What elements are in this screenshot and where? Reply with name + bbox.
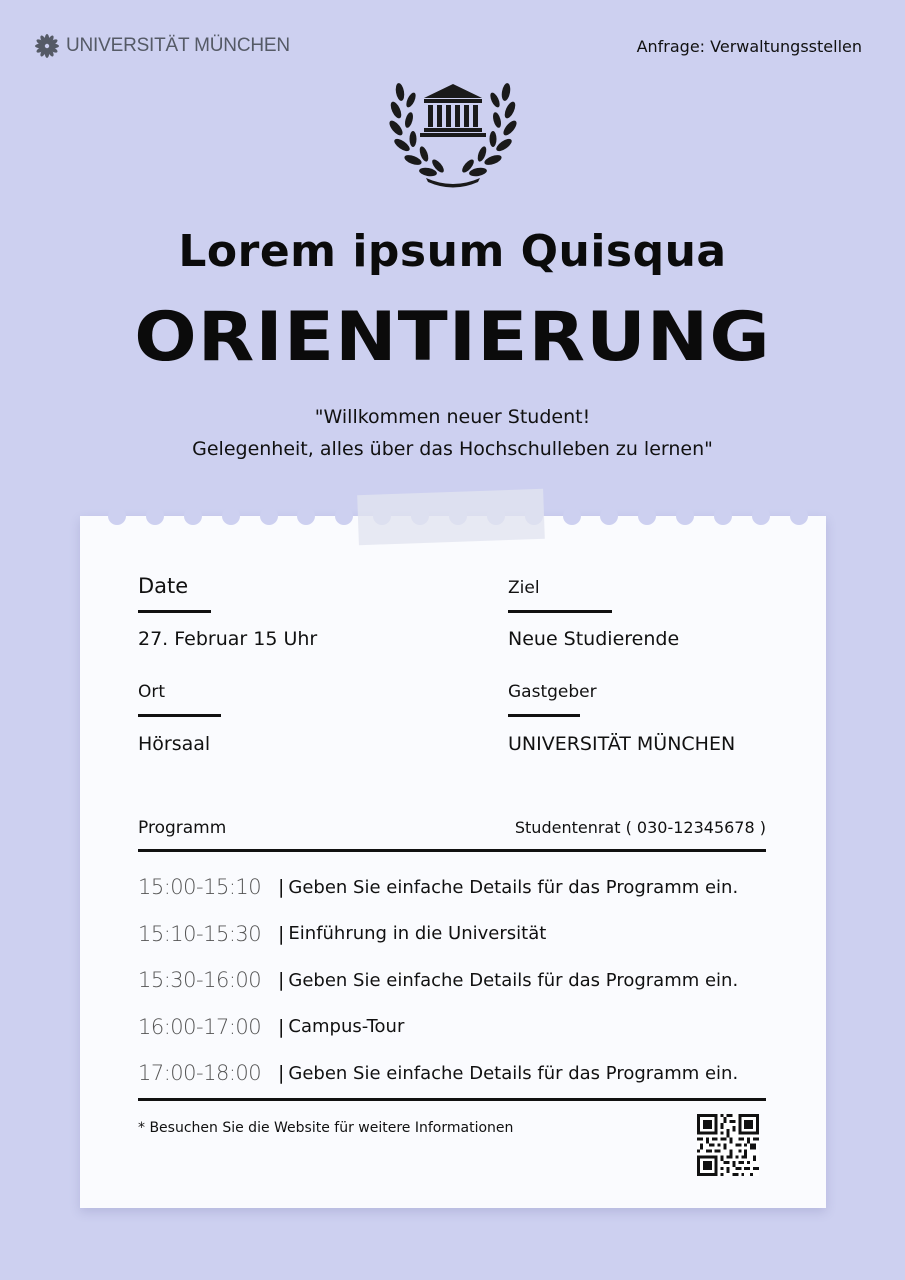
schedule-time: 15:00-15:10 <box>138 875 262 900</box>
qr-code-icon[interactable] <box>697 1114 759 1176</box>
perforation-hole <box>146 507 164 525</box>
place-rule <box>138 714 221 717</box>
quote-line: "Willkommen neuer Student! <box>314 406 591 428</box>
perforation-hole <box>260 507 278 525</box>
perforation-hole <box>335 507 353 525</box>
schedule-description: Geben Sie einfache Details für das Programm ein. <box>288 969 739 991</box>
event-subtitle: Lorem ipsum Quisqua <box>178 226 727 277</box>
schedule-time: 15:30-16:00 <box>138 968 262 993</box>
perforation-hole <box>108 507 126 525</box>
schedule-description: Campus-Tour <box>288 1016 405 1038</box>
schedule-row <box>138 957 766 1004</box>
schedule-separator: | <box>278 1062 285 1085</box>
perforation-hole <box>600 507 618 525</box>
schedule-row <box>138 911 766 958</box>
schedule-row <box>138 864 766 911</box>
tape-strip <box>357 489 545 545</box>
schedule-separator: | <box>278 922 285 945</box>
perforation-hole <box>297 507 315 525</box>
date-value: 27. Februar 15 Uhr <box>138 628 318 650</box>
host-label: Gastgeber <box>508 682 597 702</box>
host-rule <box>508 714 580 717</box>
place-label: Ort <box>138 682 166 702</box>
place-value: Hörsaal <box>138 733 211 755</box>
date-rule <box>138 610 211 613</box>
schedule-separator: | <box>278 1015 285 1038</box>
logo-text: UNIVERSITÄT MÜNCHEN <box>66 35 290 56</box>
perforation-hole <box>222 507 240 525</box>
welcome-quote <box>0 401 905 465</box>
schedule-description: Geben Sie einfache Details für das Programm ein. <box>288 876 739 898</box>
info-card <box>80 516 826 1208</box>
target-rule <box>508 610 612 613</box>
date-label: Date <box>138 574 189 598</box>
perforation-hole <box>676 507 694 525</box>
perforation-hole <box>714 507 732 525</box>
university-laurel-icon <box>386 78 520 194</box>
perforation-hole <box>790 507 808 525</box>
schedule-time: 16:00-17:00 <box>138 1014 262 1039</box>
schedule-row <box>138 1004 766 1051</box>
schedule-time: 17:00-18:00 <box>138 1061 262 1086</box>
perforation-hole <box>563 507 581 525</box>
program-heading: Programm <box>138 818 227 838</box>
schedule-description: Einführung in die Universität <box>288 923 547 945</box>
schedule-separator: | <box>278 876 285 899</box>
event-title: ORIENTIERUNG <box>134 298 771 377</box>
program-top-rule <box>138 849 766 852</box>
host-value: UNIVERSITÄT MÜNCHEN <box>508 733 736 755</box>
schedule-description: Geben Sie einfache Details für das Programm ein. <box>288 1062 739 1084</box>
contact-info: Studentenrat ( 030-12345678 ) <box>514 818 766 837</box>
flower-icon <box>34 33 60 59</box>
perforation-hole <box>184 507 202 525</box>
perforation-hole <box>752 507 770 525</box>
program-bottom-rule <box>138 1098 766 1101</box>
university-logo[interactable] <box>34 33 290 59</box>
website-footnote: * Besuchen Sie die Website für weitere Informationen <box>138 1120 514 1136</box>
inquiry-text: Anfrage: Verwaltungsstellen <box>636 37 862 56</box>
schedule-time: 15:10-15:30 <box>138 921 262 946</box>
schedule-separator: | <box>278 969 285 992</box>
schedule-row <box>138 1050 766 1097</box>
target-value: Neue Studierende <box>508 628 680 650</box>
target-label: Ziel <box>508 578 540 598</box>
schedule-list <box>138 864 766 1097</box>
quote-line: Gelegenheit, alles über das Hochschulleben zu lernen" <box>192 438 713 460</box>
perforation-hole <box>638 507 656 525</box>
